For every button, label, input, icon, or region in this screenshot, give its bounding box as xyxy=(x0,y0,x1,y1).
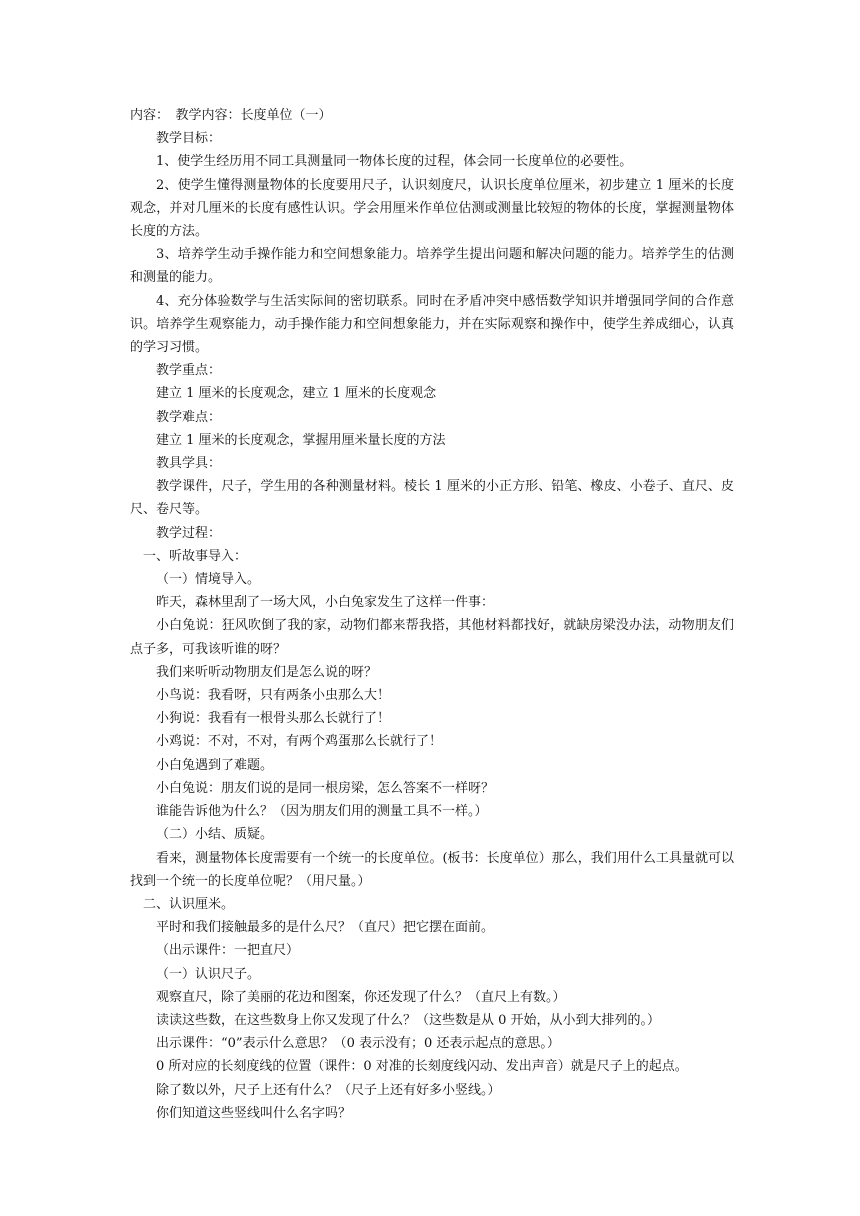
goal-2: 2、使学生懂得测量物体的长度要用尺子，认识刻度尺，认识长度单位厘米，初步建立 1 厘米的长度观念，并对几厘米的长度有感性认识。学会用厘米作单位估测或测量比较短的物体的长度，掌握测量物体长度的方法。 xyxy=(130,177,734,240)
paragraph: 除了数以外，尺子上还有什么？（尺子上还有好多小竖线。） xyxy=(156,1082,501,1098)
difficult-points-heading: 教学难点： xyxy=(156,409,222,425)
teaching-tools-heading: 教具学具： xyxy=(156,456,222,472)
paragraph: 谁能告诉他为什么？（因为朋友们用的测量工具不一样。） xyxy=(156,804,488,820)
paragraph: 你们知道这些竖线叫什么名字吗？ xyxy=(156,1105,352,1121)
paragraph: 观察直尺，除了美丽的花边和图案，你还发现了什么？（直尺上有数。） xyxy=(156,989,566,1005)
process-heading: 教学过程： xyxy=(156,525,222,541)
paragraph: 0 所对应的长刻度线的位置（课件：0 对准的长刻度线闪动、发出声音）就是尺子上的起点。 xyxy=(156,1059,688,1075)
goal-3: 3、培养学生动手操作能力和空间想象能力。培养学生提出问题和解决问题的能力。培养学生的估测和测量的能力。 xyxy=(130,247,734,286)
paragraph: 昨天，森林里刮了一场大风，小白兔家发生了这样一件事： xyxy=(156,595,495,611)
paragraph: 平时和我们接触最多的是什么尺？（直尺）把它摆在面前。 xyxy=(156,920,495,936)
lesson-header: 内容： 教学内容：长度单位（一） xyxy=(130,108,332,123)
difficult-points-text: 建立 1 厘米的长度观念，掌握用厘米量长度的方法 xyxy=(156,432,446,448)
section-1-subheading-2: （二）小结、质疑。 xyxy=(156,827,274,843)
section-2-subheading-1: （一）认识尺子。 xyxy=(156,966,261,982)
paragraph: 看来，测量物体长度需要有一个统一的长度单位。(板书：长度单位）那么，我们用什么工具量就可以找到一个统一的长度单位呢？（用尺量。） xyxy=(130,850,734,889)
section-2-heading: 二、认识厘米。 xyxy=(143,896,235,912)
teaching-tools-text: 教学课件，尺子，学生用的各种测量材料。棱长 1 厘米的小正方形、铅笔、橡皮、小卷子、直尺、皮尺、卷尺等。 xyxy=(130,479,734,518)
paragraph: 小白兔遇到了难题。 xyxy=(156,757,274,773)
key-points-text: 建立 1 厘米的长度观念，建立 1 厘米的长度观念 xyxy=(156,386,437,402)
paragraph: 小白兔说：狂风吹倒了我的家，动物们都来帮我搭，其他材料都找好，就缺房梁没办法，动物朋友们点子多，可我该听谁的呀？ xyxy=(130,618,734,657)
goal-4: 4、充分体验数学与生活实际间的密切联系。同时在矛盾冲突中感悟数学知识并增强同学间的合作意识。培养学生观察能力，动手操作能力和空间想象能力，并在实际观察和操作中，使学生养成细心，认真的学习习惯。 xyxy=(130,293,734,356)
paragraph: 出示课件：“0”表示什么意思？（0 表示没有；0 还表示起点的意思。） xyxy=(156,1036,560,1052)
goal-1: 1、使学生经历用不同工具测量同一物体长度的过程，体会同一长度单位的必要性。 xyxy=(156,154,633,170)
paragraph: 我们来听听动物朋友们是怎么说的呀？ xyxy=(156,664,378,680)
section-1-subheading-1: （一）情境导入。 xyxy=(156,572,261,588)
section-1-heading: 一、听故事导入： xyxy=(143,548,248,564)
paragraph: 小白兔说：朋友们说的是同一根房梁，怎么答案不一样呀？ xyxy=(156,780,495,796)
goals-heading: 教学目标： xyxy=(156,131,222,147)
paragraph: 小鸟说：我看呀，只有两条小虫那么大！ xyxy=(156,688,391,704)
paragraph: 小鸡说：不对，不对，有两个鸡蛋那么长就行了！ xyxy=(156,734,443,750)
paragraph: （出示课件：一把直尺） xyxy=(156,943,300,959)
paragraph: 小狗说：我看有一根骨头那么长就行了！ xyxy=(156,711,391,727)
key-points-heading: 教学重点： xyxy=(156,363,222,379)
paragraph: 读读这些数，在这些数身上你又发现了什么？（这些数是从 0 开始，从小到大排列的。） xyxy=(156,1012,661,1028)
